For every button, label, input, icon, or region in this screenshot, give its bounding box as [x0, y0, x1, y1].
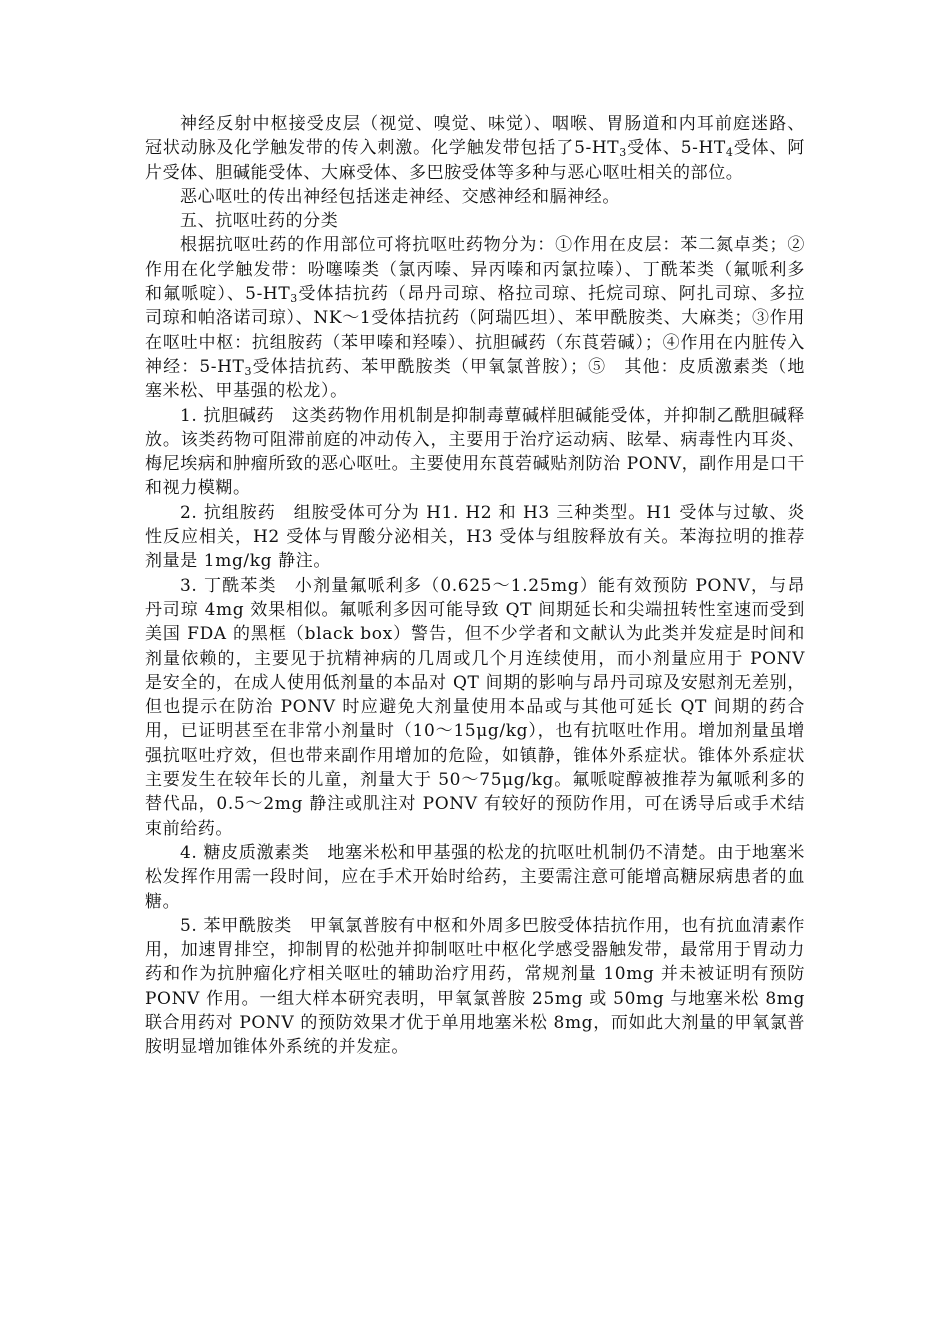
- text-segment: 根据抗呕吐药的作用部位可将抗呕吐药物分为：①作用在皮层：苯二氮卓类；②作用在化学触发带：吩噻嗪类（氯丙嗪、异丙嗪和丙氯拉嗪）、丁酰苯类（氟哌利多和氟哌啶）、5-HT: [145, 235, 805, 305]
- text-segment: 受体拮抗药（昂丹司琼、格拉司琼、托烷司琼、阿扎司琼、多拉司琼和帕洛诺司琼）、NK～1受体拮抗药（阿瑞匹坦）、苯甲酰胺类、大麻类；③作用在呕吐中枢：抗组胺药（苯甲嗪和羟嗪）、抗胆碱药（东莨菪碱）；④作用在内脏传入神经：5-HT: [145, 284, 805, 377]
- text-segment: 神经反射中枢接受皮层（视觉、嗅觉、味觉）、咽喉、胃肠道和内耳前庭迷路、冠状动脉及化学触发带的传入刺激。化学触发带包括了5-HT: [145, 114, 805, 159]
- paragraph-vomiting-center-afferents: [145, 112, 805, 185]
- paragraph-butyrophenones: 3. 丁酰苯类 小剂量氟哌利多（0.625～1.25mg）能有效预防 PONV，与昂丹司琼 4mg 效果相似。氟哌利多因可能导致 QT 间期延长和尖端扭转性室速而受到美国 FDA 的黑框（black box）警告，但不少学者和文献认为此类并发症是时间和剂量依赖的，主要见于抗精神病的几周或几个月连续使用，而小剂量应用于 PONV 是安全的，在成人使用低剂量的本品对 QT 间期的影响与昂丹司琼及安慰剂无差别，但也提示在防治 PONV 时应避免大剂量使用本品或与其他可延长 QT 间期的药合用，已证明甚至在非常小剂量时（10～15μg/kg），也有抗呕吐作用。增加剂量虽增强抗呕吐疗效，但也带来副作用增加的危险，如镇静，锥体外系症状。锥体外系症状主要发生在较年长的儿童，剂量大于 50～75μg/kg。氟哌啶醇被推荐为氟哌利多的替代品，0.5～2mg 静注或肌注对 PONV 有较好的预防作用，可在诱导后或手术结束前给药。: [145, 575, 805, 839]
- subscript: 3: [619, 146, 627, 160]
- paragraph-classification-by-site: [145, 233, 805, 403]
- document-body: [145, 112, 805, 1060]
- subscript: 3: [290, 292, 298, 306]
- paragraph-efferent-nerves: 恶心呕吐的传出神经包括迷走神经、交感神经和膈神经。: [180, 186, 620, 207]
- text-segment: 受体拮抗药、苯甲酰胺类（甲氧氯普胺）；⑤ 其他：皮质激素类（地塞米松、甲基强的松龙）。: [145, 356, 805, 402]
- section-heading-antiemetic-classification: 五、抗呕吐药的分类: [180, 211, 339, 232]
- subscript: 4: [725, 146, 734, 160]
- text-segment: 受体、5-HT: [626, 138, 726, 159]
- paragraph-anticholinergics: 1. 抗胆碱药 这类药物作用机制是抑制毒蕈碱样胆碱能受体，并抑制乙酰胆碱释放。该类药物可阻滞前庭的冲动传入，主要用于治疗运动病、眩晕、病毒性内耳炎、梅尼埃病和肿瘤所致的恶心呕吐。主要使用东莨菪碱贴剂防治 PONV，副作用是口干和视力模糊。: [145, 405, 805, 499]
- paragraph-glucocorticoids: 4. 糖皮质激素类 地塞米松和甲基强的松龙的抗呕吐机制仍不清楚。由于地塞米松发挥作用需一段时间，应在手术开始时给药，主要需注意可能增高糖尿病患者的血糖。: [145, 842, 805, 912]
- text-segment: 受体、阿片受体、胆碱能受体、大麻受体、多巴胺受体等多种与恶心呕吐相关的部位。: [145, 138, 805, 183]
- paragraph-benzamides: 5. 苯甲酰胺类 甲氧氯普胺有中枢和外周多巴胺受体拮抗作用，也有抗血清素作用，加速胃排空，抑制胃的松弛并抑制呕吐中枢化学感受器触发带，最常用于胃动力药和作为抗肿瘤化疗相关呕吐的辅助治疗用药，常规剂量 10mg 并未被证明有预防 PONV 作用。一组大样本研究表明，甲氧氯普胺 25mg 或 50mg 与地塞米松 8mg 联合用药对 PONV 的预防效果才优于单用地塞米松 8mg，而如此大剂量的甲氧氯普胺明显增加锥体外系统的并发症。: [145, 915, 805, 1058]
- paragraph-antihistamines: 2. 抗组胺药 组胺受体可分为 H1. H2 和 H3 三种类型。H1 受体与过敏、炎性反应相关，H2 受体与胃酸分泌相关，H3 受体与组胺释放有关。苯海拉明的推荐剂量是 1mg/kg 静注。: [145, 502, 805, 572]
- subscript: 3: [244, 364, 253, 378]
